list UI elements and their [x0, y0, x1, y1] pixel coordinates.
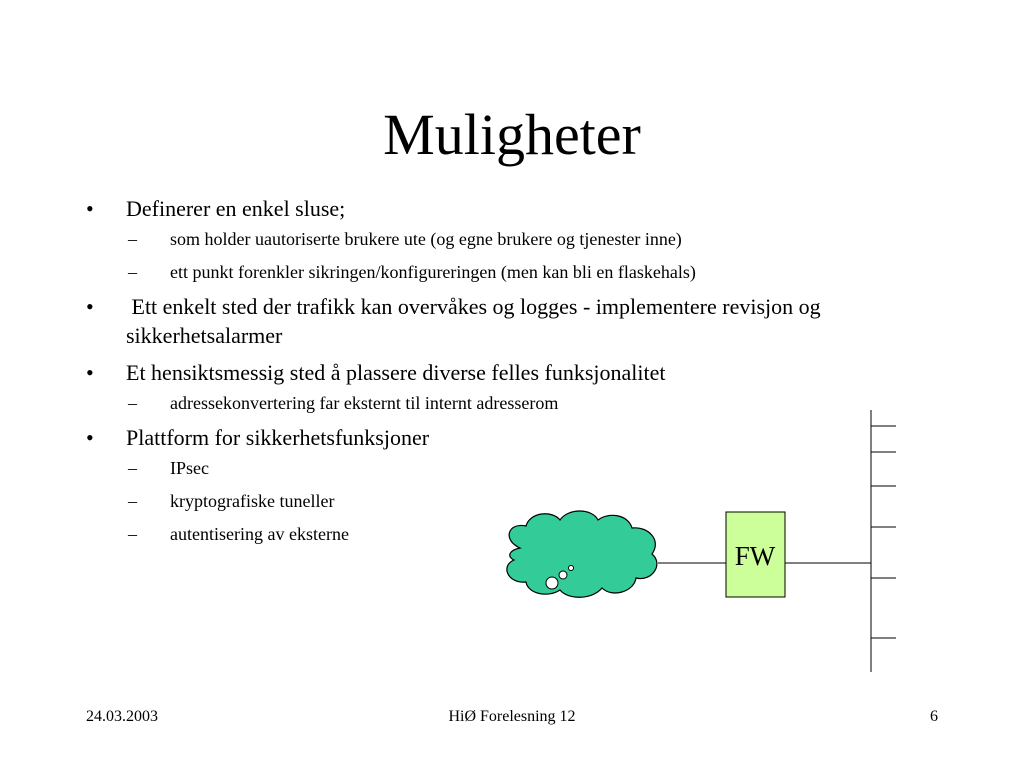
- sub-text: autentisering av eksterne: [170, 524, 349, 544]
- slide-title: Muligheter: [383, 102, 641, 167]
- sub-marker: –: [128, 524, 137, 544]
- sub-marker: –: [128, 491, 137, 511]
- sub-marker: –: [128, 262, 137, 282]
- bullet-marker: •: [86, 360, 94, 385]
- footer-title: HiØ Forelesning 12: [448, 708, 576, 725]
- sub-marker: –: [128, 229, 137, 249]
- cloud-bubble: [569, 566, 574, 571]
- bullet-marker: •: [86, 425, 94, 450]
- sub-text: som holder uautoriserte brukere ute (og egne brukere og tjenester inne): [170, 229, 682, 249]
- cloud-bubble: [546, 577, 558, 589]
- sub-text: ett punkt forenkler sikringen/konfigureringen (men kan bli en flaskehals): [170, 262, 696, 282]
- cloud-bubble: [559, 571, 567, 579]
- bullet-marker: •: [86, 196, 94, 221]
- footer-date: 24.03.2003: [86, 708, 158, 725]
- sub-marker: –: [128, 458, 137, 478]
- bullet-text: Definerer en enkel sluse;: [126, 196, 346, 221]
- bullet-text: Ett enkelt sted der trafikk kan overvåkes og logges - implementere revisjon og sikkerhetsalarmer: [126, 294, 827, 348]
- sub-text: kryptografiske tuneller: [170, 491, 335, 511]
- bullet-text: Et hensiktsmessig sted å plassere diverse felles funksjonalitet: [126, 360, 666, 385]
- sub-text: IPsec: [170, 458, 209, 478]
- firewall-label: FW: [734, 541, 776, 571]
- sub-text: adressekonvertering far eksternt til internt adresserom: [170, 393, 559, 413]
- sub-marker: –: [128, 393, 137, 413]
- bullet-text: Plattform for sikkerhetsfunksjoner: [126, 425, 430, 450]
- page-number: 6: [930, 708, 938, 725]
- bullet-marker: •: [86, 294, 94, 319]
- cloud-icon: [507, 511, 657, 597]
